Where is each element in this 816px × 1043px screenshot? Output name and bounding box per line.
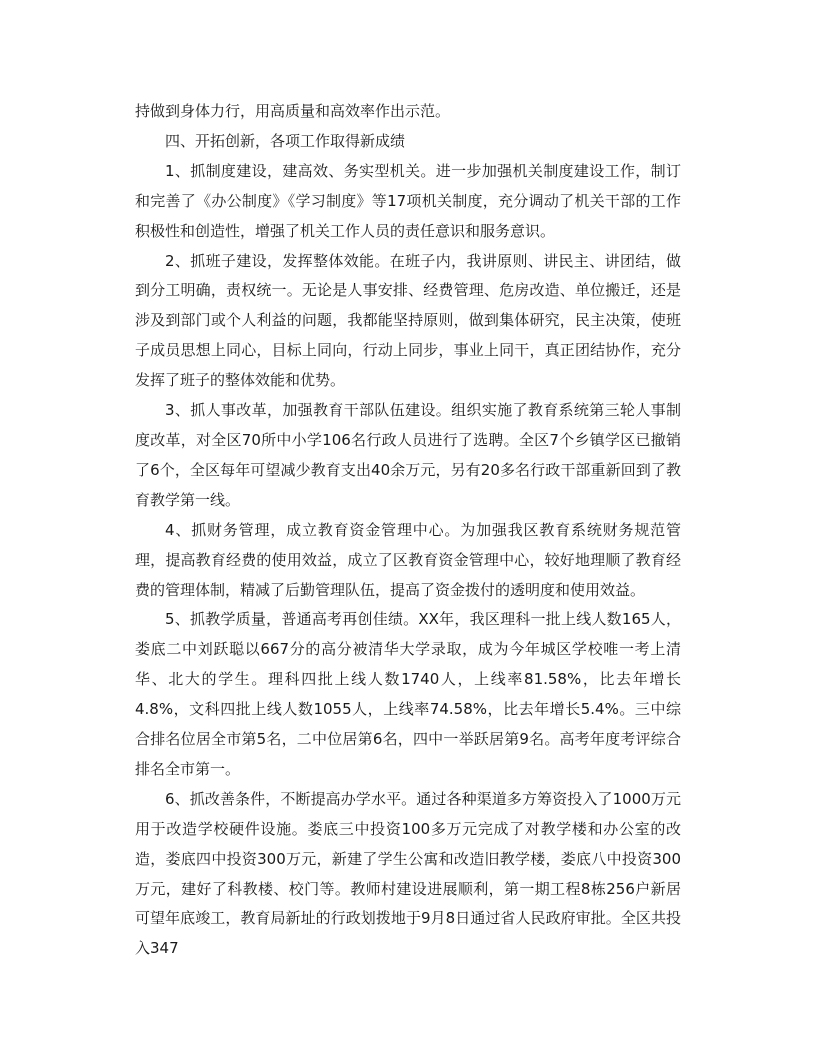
paragraph-continuation: 持做到身体力行，用高质量和高效率作出示范。	[135, 102, 451, 120]
section-heading: 四、开拓创新，各项工作取得新成绩	[165, 131, 406, 150]
paragraph-teaching-quality: 5、抓教学质量，普通高考再创佳绩。XX年，我区理科一批上线人数165人，娄底二中刘跃聪以667分的高分被清华大学录取，成为今年城区学校唯一考上清华、北大的学生。理科四批上线人数1740人，上线率81.58%，比去年增长4.8%，文科四批上线人数1055人，上线率74.58%，比去年增长5.4%。三中综合排名位居全市第5名，二中位居第6名，四中一举跃居第9名。高考年度考评综合排名全市第一。	[135, 610, 681, 778]
paragraph-institution-building: 1、抓制度建设，建高效、务实型机关。进一步加强机关制度建设工作，制订和完善了《办公制度》《学习制度》等17项机关制度，充分调动了机关干部的工作积极性和创造性，增强了机关工作人员的责任意识和服务意识。	[135, 161, 681, 240]
paragraph-team-building: 2、抓班子建设，发挥整体效能。在班子内，我讲原则、讲民主、讲团结，做到分工明确，责权统一。无论是人事安排、经费管理、危房改造、单位搬迁，还是涉及到部门或个人利益的问题，我都能坚持原则，做到集体研究，民主决策，使班子成员思想上同心，目标上同向，行动上同步，事业上同干，真正团结协作，充分发挥了班子的整体效能和优势。	[135, 251, 681, 390]
paragraph-personnel-reform: 3、抓人事改革，加强教育干部队伍建设。组织实施了教育系统第三轮人事制度改革，对全区70所中小学106名行政人员进行了选聘。全区7个乡镇学区已撤销了6个，全区每年可望减少教育支出40余万元，另有20多名行政干部重新回到了教育教学第一线。	[135, 401, 681, 509]
paragraph-improving-conditions: 6、抓改善条件，不断提高办学水平。通过各种渠道多方筹资投入了1000万元用于改造学校硬件设施。娄底三中投资100多万元完成了对教学楼和办公室的改造，娄底四中投资300万元，新建了学生公寓和改造旧教学楼，娄底八中投资300万元，建好了科教楼、校门等。教师村建设进展顺利，第一期工程8栋256户新居可望年底竣工，教育局新址的行政划拨地于9月8日通过省人民政府审批。全区共投入347	[135, 789, 681, 958]
paragraph-financial-management: 4、抓财务管理，成立教育资金管理中心。为加强我区教育系统财务规范管理，提高教育经费的使用效益，成立了区教育资金管理中心，较好地理顺了教育经费的管理体制，精减了后勤管理队伍，提高了资金拨付的透明度和使用效益。	[135, 520, 681, 599]
document-body	[135, 97, 681, 964]
